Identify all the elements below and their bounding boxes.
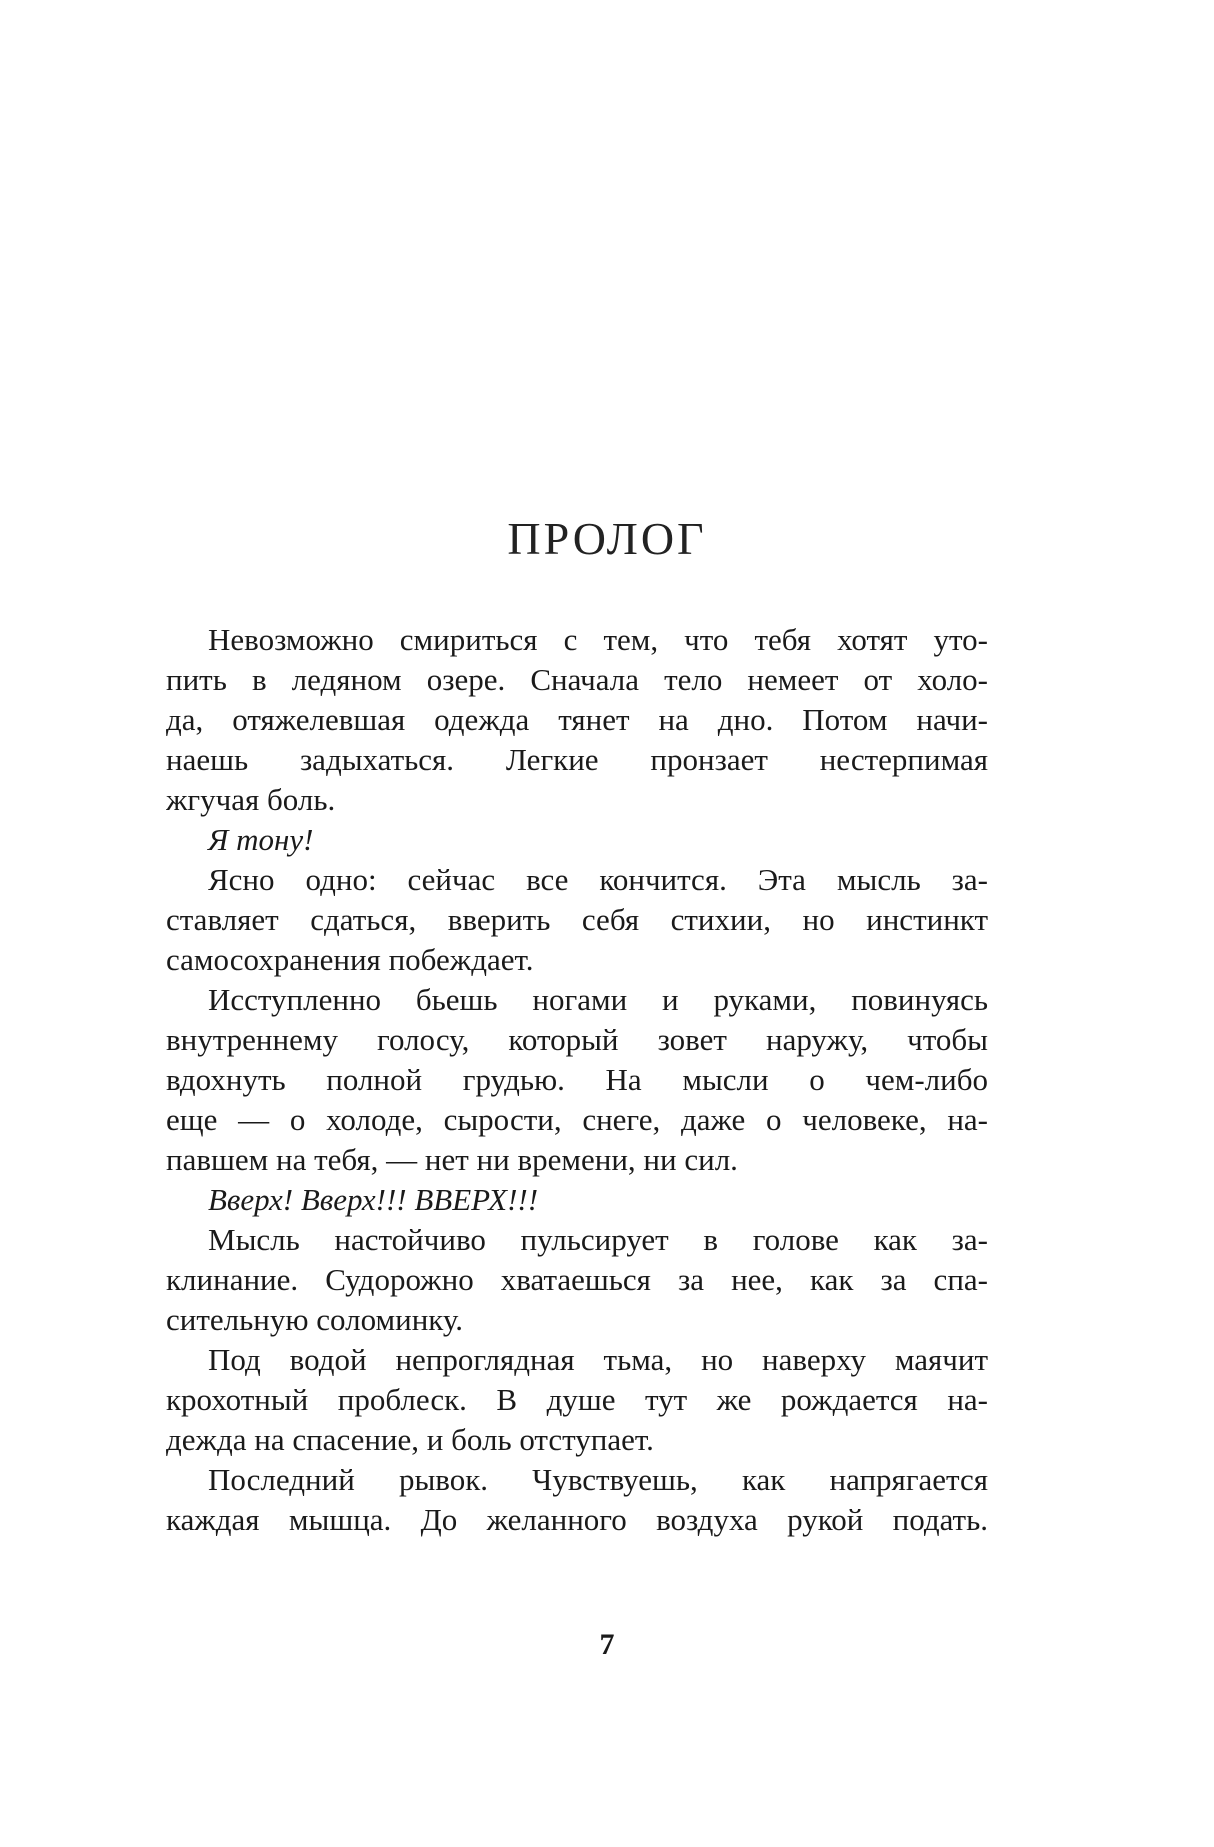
text-line: Последний рывок. Чувствуешь, как напрягается bbox=[208, 1462, 988, 1497]
chapter-title: ПРОЛОГ bbox=[507, 513, 707, 564]
body-text bbox=[166, 620, 988, 1540]
text-line: сительную соломинку. bbox=[166, 1302, 464, 1337]
text-line: вдохнуть полной грудью. На мысли о чем-либо bbox=[166, 1062, 988, 1097]
text-line: Ясно одно: сейчас все кончится. Эта мысль за- bbox=[208, 862, 988, 897]
text-line-italic: Я тону! bbox=[208, 822, 314, 857]
text-line-italic: Вверх! Вверх!!! ВВЕРХ!!! bbox=[208, 1182, 539, 1217]
text-line: павшем на тебя, — нет ни времени, ни сил. bbox=[166, 1142, 738, 1177]
text-line: крохотный проблеск. В душе тут же рождается на- bbox=[166, 1382, 988, 1417]
text-line: еще — о холоде, сырости, снеге, даже о человеке, на- bbox=[166, 1102, 988, 1137]
text-line: внутреннему голосу, который зовет наружу, чтобы bbox=[166, 1022, 988, 1057]
text-line: Под водой непроглядная тьма, но наверху маячит bbox=[208, 1342, 988, 1377]
text-line: Исступленно бьешь ногами и руками, повинуясь bbox=[208, 982, 988, 1017]
text-line: Невозможно смириться с тем, что тебя хотят уто- bbox=[208, 622, 988, 657]
text-line: да, отяжелевшая одежда тянет на дно. Потом начи- bbox=[166, 702, 988, 737]
text-line: Мысль настойчиво пульсирует в голове как за- bbox=[208, 1222, 988, 1257]
text-line: наешь задыхаться. Легкие пронзает нестерпимая bbox=[166, 742, 988, 777]
text-line: каждая мышца. До желанного воздуха рукой подать. bbox=[166, 1502, 988, 1537]
text-line: пить в ледяном озере. Сначала тело немеет от холо- bbox=[166, 662, 988, 697]
text-line: клинание. Судорожно хватаешься за нее, как за спа- bbox=[166, 1262, 988, 1297]
text-line: дежда на спасение, и боль отступает. bbox=[166, 1422, 654, 1457]
page-number: 7 bbox=[599, 1628, 615, 1661]
text-line: ставляет сдаться, вверить себя стихии, но инстинкт bbox=[166, 902, 988, 937]
text-line: жгучая боль. bbox=[166, 782, 336, 817]
text-line: самосохранения побеждает. bbox=[166, 942, 534, 977]
